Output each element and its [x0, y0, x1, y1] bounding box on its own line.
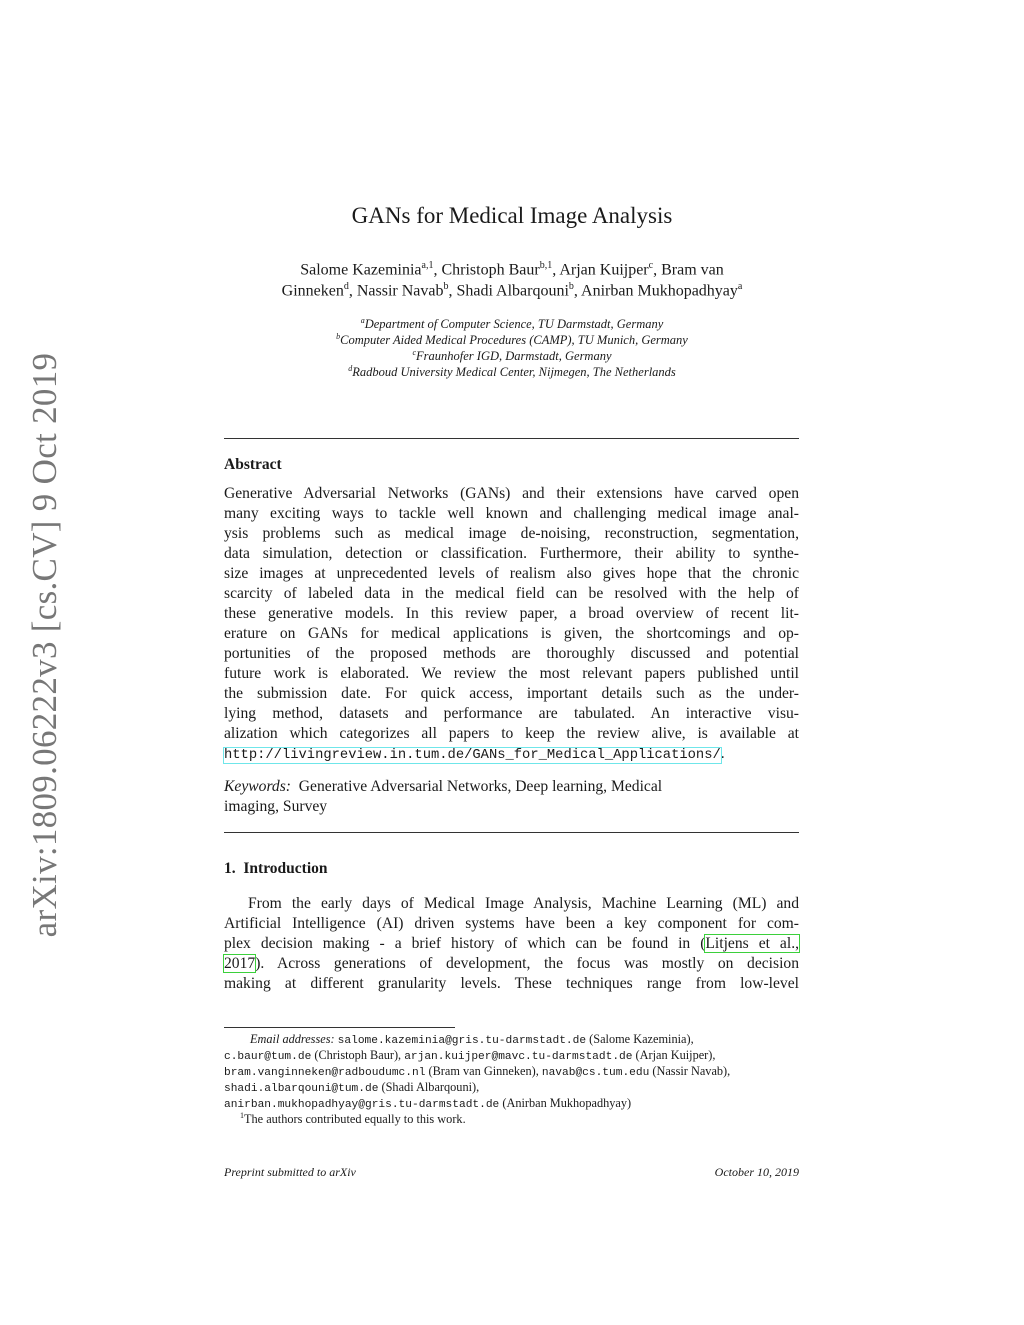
affiliation	[0, 348, 1024, 364]
abstract-line: erature on GANs for medical applications is given, the shortcomings and op-	[224, 625, 799, 642]
author-sup: b,1	[539, 260, 553, 271]
affiliation-text: Fraunhofer IGD, Darmstadt, Germany	[416, 349, 612, 364]
abstract-line: Generative Adversarial Networks (GANs) and their extensions have carved open	[224, 485, 799, 502]
intro-line: Artificial Intelligence (AI) driven systems have been a key component for com-	[224, 915, 799, 932]
abstract-heading: Abstract	[224, 456, 282, 473]
section-heading: 1. Introduction	[224, 860, 328, 877]
text: plex decision making - a brief history of which can be found in (	[224, 935, 706, 952]
intro-line: making at different granularity levels. These techniques range from low-level	[224, 975, 799, 992]
footer-right: October 10, 2019	[714, 1165, 799, 1179]
author: Salome Kazeminia	[300, 261, 422, 279]
footnote-line	[224, 1096, 631, 1111]
divider	[224, 832, 799, 833]
email: navab@cs.tum.edu	[541, 1067, 650, 1079]
email: arjan.kuijper@mavc.tu-darmstadt.de	[404, 1051, 633, 1063]
email: shadi.albarqouni@tum.de	[224, 1083, 379, 1095]
abstract-line: portunities of the proposed methods are thoroughly discussed and potential	[224, 645, 799, 662]
email-owner: (Nassir Navab),	[652, 1064, 731, 1078]
affiliation-text: Department of Computer Science, TU Darmstadt, Germany	[364, 317, 664, 332]
affiliation	[0, 332, 1024, 348]
author: Ginneken	[281, 282, 344, 300]
paper-title: GANs for Medical Image Analysis	[351, 203, 673, 228]
abstract-link-line	[224, 745, 799, 763]
affiliation-text: Computer Aided Medical Procedures (CAMP), TU Munich, Germany	[340, 333, 688, 348]
email-owner: (Salome Kazeminia),	[589, 1032, 694, 1046]
keywords-text: imaging, Survey	[224, 798, 328, 815]
author: Bram van	[661, 261, 724, 279]
email-owner: (Shadi Albarqouni),	[381, 1080, 480, 1094]
divider	[224, 438, 799, 439]
affiliation-sup: b	[336, 332, 341, 341]
author-sup: b	[568, 281, 574, 292]
author: Arjan Kuijper	[559, 261, 649, 279]
footnote-line	[224, 1080, 479, 1095]
email-owner: (Arjan Kuijper),	[635, 1048, 716, 1062]
affiliation	[0, 316, 1024, 332]
abstract-line: these generative models. In this review paper, a broad overview of recent lit-	[224, 605, 799, 622]
abstract-line: many exciting ways to tackle well known and challenging medical image anal-	[224, 505, 799, 522]
intro-line	[224, 955, 799, 973]
abstract-line: future work is elaborated. We review the most relevant papers published until	[224, 665, 799, 682]
author-line-1: Salome Kazeminia$^{a,1}$, Christoph Baur$^{b,1}$, Arjan Kuijper$^c$, Bram van	[300, 260, 724, 279]
keywords-label: Keywords:	[224, 778, 291, 795]
affiliation-text: Radboud University Medical Center, Nijmegen, The Netherlands	[352, 365, 676, 380]
author: Nassir Navab	[356, 282, 444, 300]
text: ). Across generations of development, the focus was mostly on decision	[255, 955, 799, 972]
footer-left: Preprint submitted to arXiv	[224, 1165, 356, 1179]
abstract-line: lying method, datasets and performance are tabulated. An interactive visu-	[224, 705, 799, 722]
footnote-line	[224, 1064, 730, 1079]
footnote-text: The authors contributed equally to this work.	[244, 1112, 466, 1127]
email-owner: (Christoph Baur),	[314, 1048, 402, 1062]
link-suffix: .	[720, 745, 725, 762]
email: bram.vanginneken@radboudumc.nl	[224, 1067, 426, 1079]
intro-line	[224, 935, 799, 953]
email: c.baur@tum.de	[224, 1051, 312, 1063]
affiliation-sup: c	[412, 348, 417, 357]
intro-line: From the early days of Medical Image Analysis, Machine Learning (ML) and	[248, 895, 799, 912]
email: anirban.mukhopadhyay@gris.tu-darmstadt.de	[224, 1099, 500, 1111]
footnote-mark: 1	[240, 1111, 244, 1120]
keywords-line	[224, 778, 799, 796]
abstract-line: data simulation, detection or classification. Furthermore, their ability to synthe-	[224, 545, 799, 562]
author: Shadi Albarqouni	[456, 282, 569, 300]
affiliation	[0, 364, 1024, 380]
arxiv-stamp: arXiv:1809.06222v3 [cs.CV] 9 Oct 2019	[25, 352, 64, 938]
author: Christoph Baur	[441, 261, 540, 279]
author-sup: b	[443, 281, 449, 292]
author-sup: a,1	[421, 260, 434, 271]
living-review-link[interactable]: http://livingreview.in.tum.de/GANs_for_Medical_Applications/	[224, 748, 721, 763]
email-owner: (Bram van Ginneken),	[428, 1064, 539, 1078]
author-sup: d	[343, 281, 349, 292]
footnote-line	[250, 1032, 694, 1047]
footnote-line	[240, 1111, 466, 1127]
email-owner: (Anirban Mukhopadhyay)	[502, 1096, 632, 1110]
footnote-rule	[224, 1027, 455, 1028]
abstract-line: scarcity of labeled data in the medical field can be resolved with the help of	[224, 585, 799, 602]
keywords-text: Generative Adversarial Networks, Deep learning, Medical	[298, 778, 663, 795]
citation-link[interactable]: Litjens et al.,	[705, 935, 799, 952]
abstract-line: alization which categorizes all papers to keep the review alive, is available at	[224, 725, 799, 742]
keywords-line	[224, 798, 799, 816]
footnote-line	[224, 1048, 715, 1063]
abstract-line: the submission date. For quick access, important details such as the under-	[224, 685, 799, 702]
email: salome.kazeminia@gris.tu-darmstadt.de	[337, 1035, 587, 1047]
affiliation-sup: d	[348, 364, 353, 373]
author-line-2: Ginneken$^d$, Nassir Navab$^b$, Shadi Albarqouni$^b$, Anirban Mukhopadhyay$^a$	[281, 281, 743, 300]
citation-link[interactable]: 2017	[224, 955, 256, 972]
email-label: Email addresses:	[250, 1032, 335, 1046]
abstract-line: ysis problems such as medical image de-noising, reconstruction, segmentation,	[224, 525, 799, 542]
abstract-line: size images at unprecedented levels of realism also gives hope that the chronic	[224, 565, 799, 582]
affiliation-sup: a	[360, 316, 365, 325]
author-sup: c	[648, 260, 654, 271]
author-sup: a	[737, 281, 743, 292]
author: Anirban Mukhopadhyay	[581, 282, 738, 300]
